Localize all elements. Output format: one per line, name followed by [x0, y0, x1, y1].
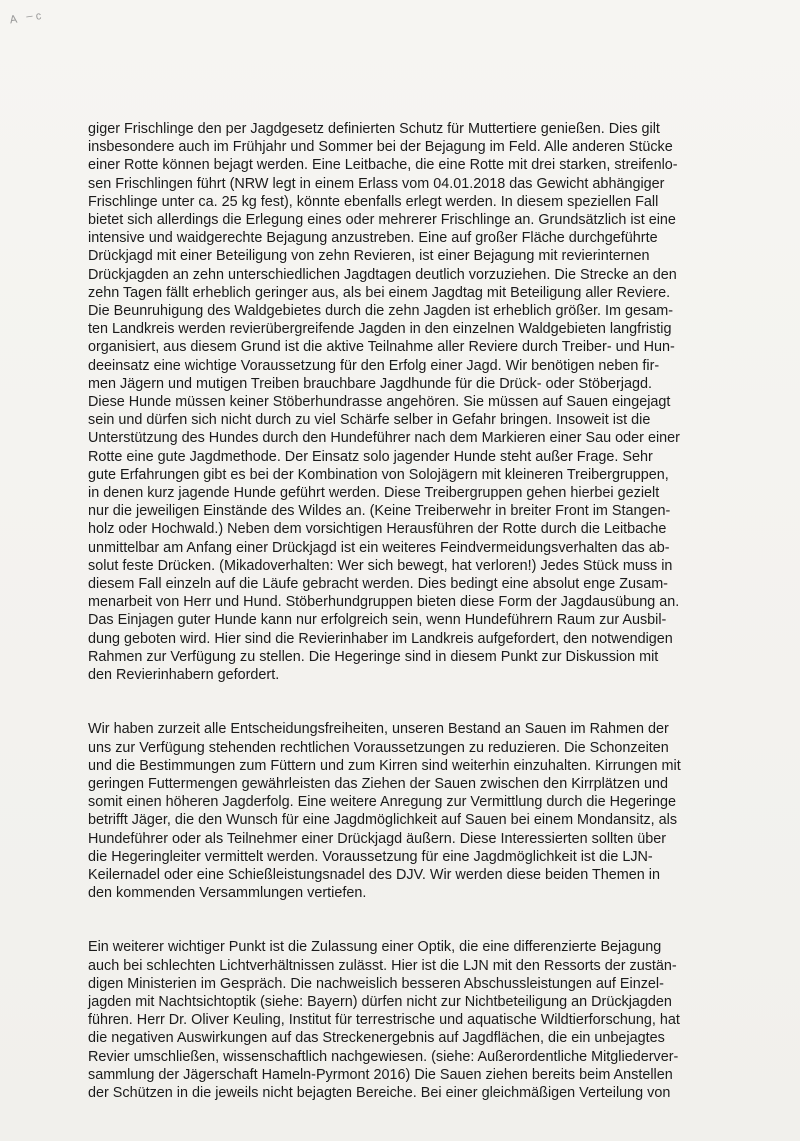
text-line: jagden mit Nachtsichtoptik (siehe: Bayern) dürfen nicht zur Nichtbeteiligung an Drückjagden: [88, 993, 672, 1010]
text-line: insbesondere auch im Frühjahr und Sommer bei der Bejagung im Feld. Alle anderen Stücke: [88, 139, 673, 156]
text-line: geringen Futtermengen gewährleisten das Ziehen der Sauen zwischen den Kirrplätzen und: [88, 775, 668, 792]
text-line: ten Landkreis werden revierübergreifende Jagden in den einzelnen Waldgebieten langfristig: [88, 321, 672, 338]
text-line: Frischlinge unter ca. 25 kg fest), könnte ebenfalls erlegt werden. In diesem speziellen Fall: [88, 193, 659, 210]
text-line: Drückjagd mit einer Beteiligung von zehn Revieren, ist einer Bejagung mit revierinternen: [88, 248, 650, 265]
text-line: nur die jeweiligen Einstände des Wildes an. (Keine Treiberwehr in breiter Front im Stangen-: [88, 503, 671, 520]
text-line: holz oder Hochwald.) Neben dem vorsichtigen Herausführen der Rotte durch die Leitbache: [88, 521, 667, 538]
text-line: in denen kurz jagende Hunde geführt werden. Diese Treibergruppen gehen hierbei gezielt: [88, 485, 660, 502]
text-line: Keilernadel oder eine Schießleistungsnadel des DJV. Wir werden diese beiden Themen in: [88, 866, 660, 883]
text-line: sammlung der Jägerschaft Hameln-Pyrmont 2016) Die Sauen ziehen bereits beim Anstellen: [88, 1066, 673, 1083]
text-line: Rahmen zur Verfügung zu stellen. Die Hegeringe sind in diesem Punkt zur Diskussion mit: [88, 648, 659, 665]
text-line: einer Rotte können bejagt werden. Eine Leitbache, die eine Rotte mit drei starken, streifenlo-: [88, 157, 678, 174]
text-line: bietet sich allerdings die Erlegung eines oder mehrerer Frischlinge an. Grundsätzlich ist eine: [88, 212, 676, 229]
text-line: Rotte eine gute Jagdmethode. Der Einsatz solo jagender Hunde steht außer Frage. Sehr: [88, 448, 653, 465]
text-line: Diese Hunde müssen keiner Stöberhundrasse angehören. Sie müssen auf Sauen eingejagt: [88, 394, 671, 411]
text-line: dung geboten wird. Hier sind die Revierinhaber im Landkreis aufgefordert, den notwendigen: [88, 630, 673, 647]
text-line: den kommenden Versammlungen vertiefen.: [88, 885, 367, 902]
text-line: somit einen höheren Jagderfolg. Eine weitere Anregung zur Vermittlung durch die Hegeringe: [88, 794, 676, 811]
text-line: Unterstützung des Hundes durch den Hundeführer nach dem Markieren einer Sau oder einer: [88, 430, 680, 447]
text-line: und die Bestimmungen zum Füttern und zum Kirren sind weiterhin einzuhalten. Kirrungen mit: [88, 757, 681, 774]
text-line: Revier umschließen, wissenschaftlich nachgewiesen. (siehe: Außerordentliche Mitgliederver-: [88, 1048, 679, 1065]
text-line: Drückjagden an zehn unterschiedlichen Jagdtagen deutlich vorzuziehen. Die Strecke an den: [88, 266, 677, 283]
text-line: die negativen Auswirkungen auf das Streckenergebnis auf Jagdflächen, die ein unbejagtes: [88, 1030, 665, 1047]
text-line: sen Frischlingen führt (NRW legt in einem Erlass vom 04.01.2018 das Gewicht abhängiger: [88, 175, 665, 192]
text-line: uns zur Verfügung stehenden rechtlichen Voraussetzungen zu reduzieren. Die Schonzeiten: [88, 739, 669, 756]
text-line: betrifft Jäger, die den Wunsch für eine Jagdmöglichkeit auf Sauen bei einem Mondansitz, als: [88, 812, 678, 829]
text-line: zehn Tagen fällt erheblich geringer aus, als bei einem Jagdtag mit Beteiligung aller Reviere.: [88, 284, 671, 301]
text-line: diesem Fall einzeln auf die Läufe gebracht werden. Dies bedingt eine absolut enge Zusam-: [88, 576, 668, 593]
document-body: [88, 120, 714, 1102]
text-line: unmittelbar am Anfang einer Drückjagd ist ein weiteres Feindvermeidungsverhalten das ab-: [88, 539, 670, 556]
text-line: solut feste Drücken. (Mikadoverhalten: Wer sich bewegt, hat verloren!) Jedes Stück muss in: [88, 557, 673, 574]
text-line: Ein weiterer wichtiger Punkt ist die Zulassung einer Optik, die eine differenzierte Bejagung: [88, 939, 662, 956]
text-line: der Schützen in die jeweils nicht bejagten Bereiche. Bei einer gleichmäßigen Verteilung von: [88, 1084, 671, 1101]
text-line: gute Erfahrungen gibt es bei der Kombination von Solojägern mit kleineren Treibergruppen,: [88, 466, 669, 483]
text-line: deeinsatz eine wichtige Voraussetzung für den Erfolg einer Jagd. Wir benötigen neben fir-: [88, 357, 660, 374]
text-line: men Jägern und mutigen Treiben brauchbare Jagdhunde für die Drück- oder Stöberjagd.: [88, 375, 652, 392]
text-line: intensive und waidgerechte Bejagung anzustreben. Eine auf großer Fläche durchgeführte: [88, 230, 658, 247]
text-line: Hundeführer oder als Teilnehmer einer Drückjagd äußern. Diese Interessierten sollten über: [88, 830, 667, 847]
text-line: organisiert, aus diesem Grund ist die aktive Teilnahme aller Reviere durch Treiber- und Hun-: [88, 339, 675, 356]
scan-mark: ᴬ ⁻ᶜ: [9, 9, 45, 32]
paragraph-3: [88, 938, 714, 1102]
text-line: digen Ministerien im Gespräch. Die nachweislich besseren Abschussleistungen auf Einzel-: [88, 975, 664, 992]
text-line: den Revierinhabern gefordert.: [88, 667, 280, 684]
paragraph-2: [88, 720, 714, 902]
text-line: Das Einjagen guter Hunde kann nur erfolgreich sein, wenn Hundeführern Raum zur Ausbil-: [88, 612, 667, 629]
text-line: sein und dürfen sich nicht durch zu viel Schärfe selber in Gefahr bringen. Insoweit ist die: [88, 412, 651, 429]
text-line: die Hegeringleiter vermittelt werden. Voraussetzung für eine Jagdmöglichkeit ist die LJN-: [88, 848, 653, 865]
text-line: giger Frischlinge den per Jagdgesetz definierten Schutz für Muttertiere genießen. Dies gilt: [88, 121, 660, 137]
text-line: auch bei schlechten Lichtverhältnissen zulässt. Hier ist die LJN mit den Ressorts der zustän-: [88, 957, 677, 974]
text-line: menarbeit von Herr und Hund. Stöberhundgruppen bieten diese Form der Jagdausübung an.: [88, 594, 680, 611]
text-line: führen. Herr Dr. Oliver Keuling, Institut für terrestrische und aquatische Wildtierforschung, hat: [88, 1012, 680, 1029]
text-line: Die Beunruhigung des Waldgebietes durch die zehn Jagden ist erheblich größer. Im gesam-: [88, 303, 674, 320]
text-line: Wir haben zurzeit alle Entscheidungsfreiheiten, unseren Bestand an Sauen im Rahmen der: [88, 721, 669, 738]
paragraph-1: [88, 120, 714, 684]
